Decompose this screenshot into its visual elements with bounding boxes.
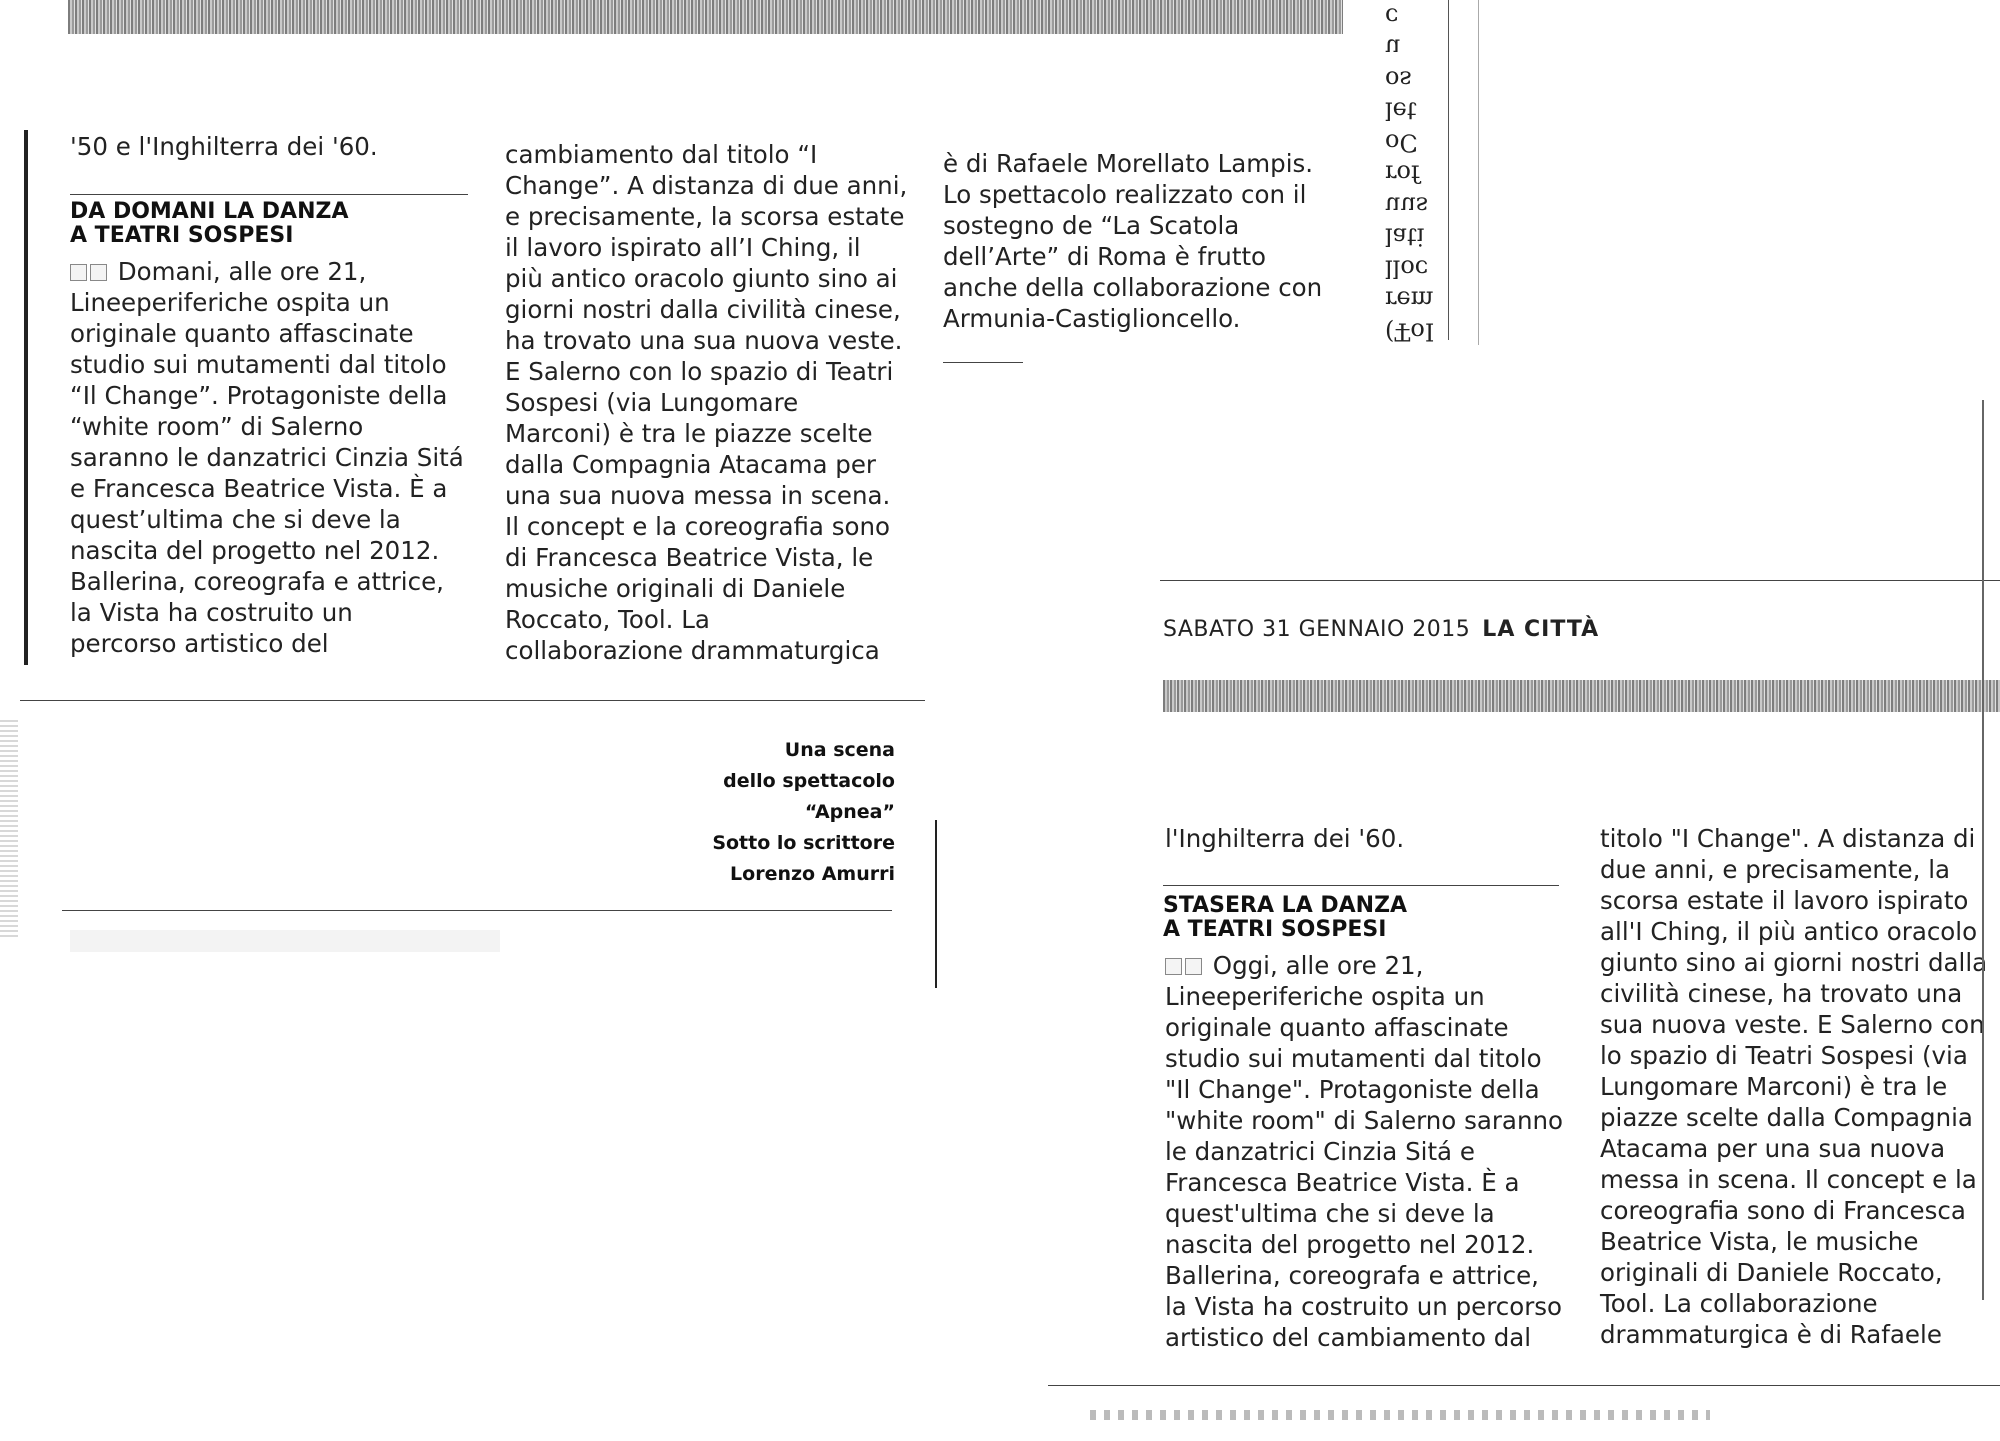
clip2-right-edge xyxy=(1982,400,1984,1300)
col1-body-text: Domani, alle ore 21, Lineeperiferiche ospita un originale quanto affascinate studio sui mutamenti dal titolo “Il Change”. Protagoniste della “white room” di Salerno saranno le danzatrici Cinzia Sitá e Francesca Beatrice Vista. È a quest’ultima che si deve la nascita del progetto nel 2012. Ballerina, coreografa e attrice, la Vista ha costruito un percorso artistico del xyxy=(70,257,464,658)
page-date-line xyxy=(1163,617,1863,642)
bullet-box-icon xyxy=(1185,958,1202,975)
rule-above-date xyxy=(1160,580,2000,581)
date-text: SABATO 31 GENNAIO 2015 xyxy=(1163,617,1471,642)
rule-col3-end xyxy=(943,362,1023,363)
headline-stasera: STASERA LA DANZA A TEATRI SOSPESI xyxy=(1163,893,1408,942)
col2-text-2: titolo "I Change". A distanza di due anni, e precisamente, la scorsa estate il lavoro ispirato all'I Ching, il più antico oracolo giunto sino ai giorni nostri dalla civilità cinese, ha trovato una sua nuova veste. E Salerno con lo spazio di Teatri Sospesi (via Lungomare Marconi) è tra le piazze scelte dalla Compagnia Atacama per una sua nuova messa in scena. Il concept e la coreografia sono di Francesca Beatrice Vista, le musiche originali di Daniele Roccato, Tool. La collaborazione drammaturgica è di Rafaele xyxy=(1600,824,1988,1349)
col1-body-2 xyxy=(1165,950,1595,1353)
clip-left-edge xyxy=(24,130,28,665)
col2-text: cambiamento dal titolo “I Change”. A distanza di due anni, e precisamente, la scorsa estate il lavoro ispirato all’I Ching, il più antico oracolo giunto sino ai giorni nostri dalla civilità cinese, ha trovato una sua nuova veste. E Salerno con lo spazio di Teatri Sospesi (via Lungomare Marconi) è tra le piazze scelte dalla Compagnia Atacama per una sua nuova messa in scena. Il concept e la coreografia sono di Francesca Beatrice Vista, le musiche originali di Daniele Roccato, Tool. La collaborazione drammaturgica xyxy=(505,140,908,665)
col3-text: è di Rafaele Morellato Lampis. Lo spettacolo realizzato con il sostegno de “La Scatola dell’Arte” di Roma è frutto anche della collaborazione con Armunia-Castiglioncello. xyxy=(943,149,1323,333)
col1-body xyxy=(70,256,470,659)
bullet-box-icon xyxy=(1165,958,1182,975)
faint-offset-text xyxy=(70,930,500,952)
col1-body-text-2: Oggi, alle ore 21, Lineeperiferiche ospita un originale quanto affascinate studio sui mutamenti dal titolo "Il Change". Protagoniste della "white room" di Salerno saranno le danzatrici Cinzia Sitá e Francesca Beatrice Vista. È a quest'ultima che si deve la nascita del progetto nel 2012. Ballerina, coreografa e attrice, la Vista ha costruito un percorso artistico del cambiamento dal xyxy=(1165,951,1563,1352)
headline-domani: DA DOMANI LA DANZA A TEATRI SOSPESI xyxy=(70,199,349,248)
scan-noise-left xyxy=(0,720,18,940)
halftone-section-bar xyxy=(1163,680,2000,712)
scan-noise-bottom xyxy=(1090,1410,1710,1420)
rule-above-headline-2 xyxy=(1163,885,1559,886)
section-name: LA CITTÀ xyxy=(1482,617,1600,642)
bleed-edge-line xyxy=(1448,0,1449,340)
rule-below-caption xyxy=(62,910,892,911)
bleed-edge-line-2 xyxy=(1478,0,1479,345)
rule-bottom xyxy=(1048,1385,2000,1386)
mirrored-bleed-text: (T̶oI rem lloc lati uus rof oC let os u c xyxy=(1385,2,1435,346)
rule-above-headline xyxy=(70,194,468,195)
bullet-box-icon xyxy=(90,264,107,281)
col1-lead-text: '50 e l'Inghilterra dei '60. xyxy=(70,132,378,161)
col1-lead-text-2: l'Inghilterra dei '60. xyxy=(1165,824,1405,853)
photo-caption: Una scena dello spettacolo “Apnea” Sotto lo scrittore Lorenzo Amurri xyxy=(712,739,895,885)
caption-right-edge xyxy=(935,820,937,988)
bullet-box-icon xyxy=(70,264,87,281)
halftone-top-bar xyxy=(68,0,1343,34)
rule-below-article xyxy=(20,700,925,701)
